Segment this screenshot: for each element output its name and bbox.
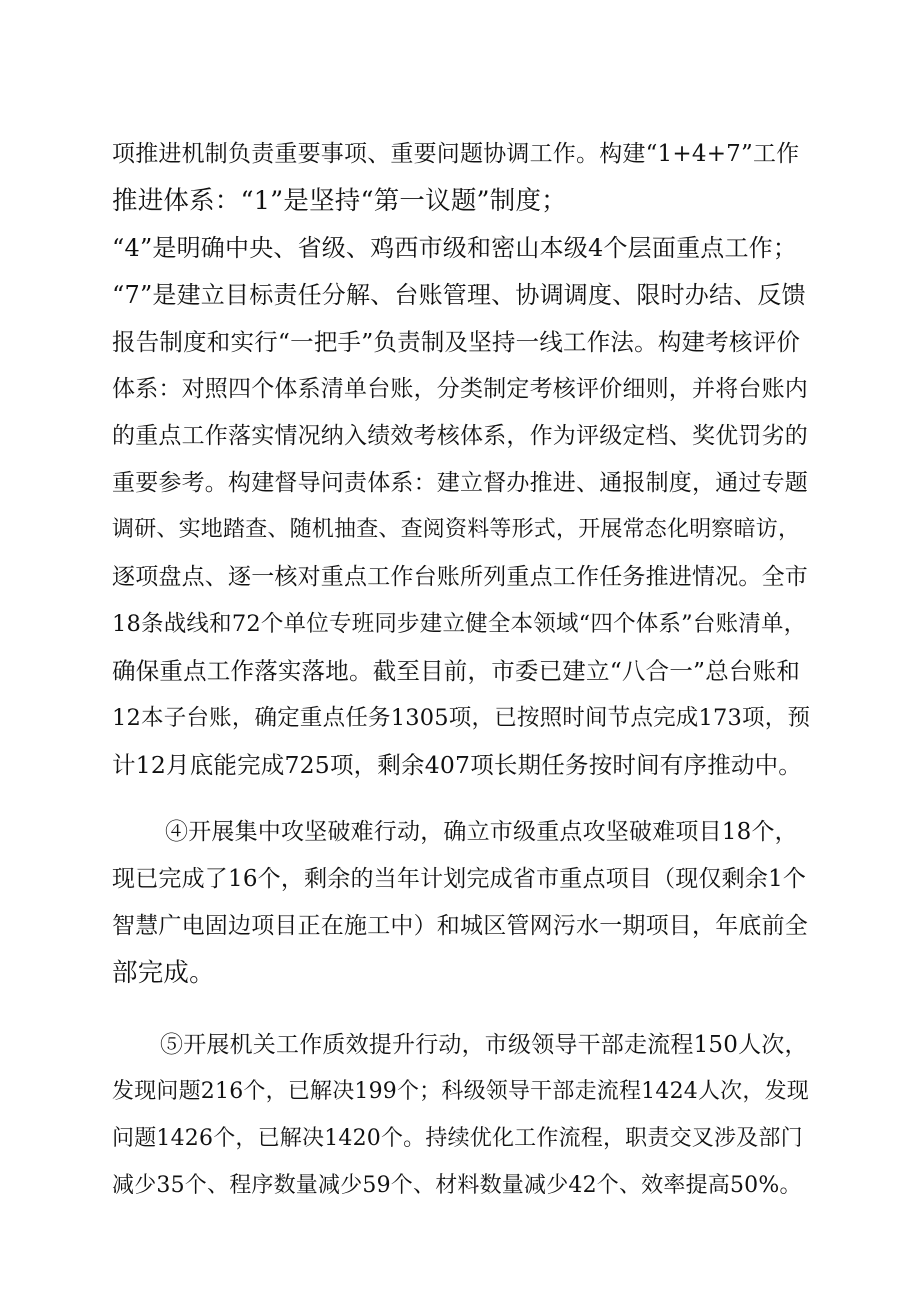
paragraph-5-first-line: ⑤开展机关工作质效提升行动，市级领导干部走流程150人次， — [160, 1032, 808, 1058]
text-line: 18条战线和72个单位专班同步建立健全本领域“四个体系”台账清单， — [112, 611, 807, 637]
paragraph-4-first-line: ④开展集中攻坚破难行动，确立市级重点攻坚破难项目18个， — [165, 819, 798, 845]
text-line: “7”是建立目标责任分解、台账管理、协调调度、限时办结、反馈 — [112, 281, 806, 309]
text-line: 项推进机制负责重要事项、重要问题协调工作。构建“1+4+7”工作 — [112, 141, 800, 167]
text-line: 发现问题216个，已解决199个；科级领导干部走流程1424人次，发现 — [112, 1079, 809, 1104]
text-line: 报告制度和实行“一把手”负责制及坚持一线工作法。构建考核评价 — [112, 328, 801, 356]
text-line: 减少35个、程序数量减少59个、材料数量减少42个、效率提高50%。 — [112, 1173, 802, 1198]
text-line: 计12月底能完成725项，剩余407项长期任务按时间有序推动中。 — [112, 751, 803, 779]
text-line: 智慧广电固边项目正在施工中）和城区管网污水一期项目，年底前全 — [112, 913, 808, 939]
text-line: 重要参考。构建督导问责体系：建立督办推进、通报制度，通过专题 — [112, 470, 808, 496]
text-line: 推进体系：“1”是坚持“第一议题”制度； — [112, 186, 567, 216]
text-line: 确保重点工作落实落地。截至目前，市委已建立“八合一”总台账和 — [112, 657, 801, 685]
text-line: 逐项盘点、逐一核对重点工作台账所列重点工作任务推进情况。全市 — [112, 564, 808, 590]
text-line: 调研、实地踏查、随机抽查、查阅资料等形式，开展常态化明察暗访， — [112, 517, 801, 542]
text-line: “4”是明确中央、省级、鸡西市级和密山本级4个层面重点工作； — [112, 234, 798, 262]
text-line: 12本子台账，确定重点任务1305项，已按照时间节点完成173项，预 — [112, 705, 811, 731]
text-line: 体系：对照四个体系清单台账，分类制定考核评价细则，并将台账内 — [112, 376, 808, 402]
text-line: 部完成。 — [112, 958, 215, 988]
text-line: 现已完成了16个，剩余的当年计划完成省市重点项目（现仅剩余1个 — [112, 866, 807, 892]
text-line: 问题1426个，已解决1420个。持续优化工作流程，职责交叉涉及部门 — [112, 1126, 803, 1151]
text-line: 的重点工作落实情况纳入绩效考核体系，作为评级定档、奖优罚劣的 — [112, 423, 808, 449]
